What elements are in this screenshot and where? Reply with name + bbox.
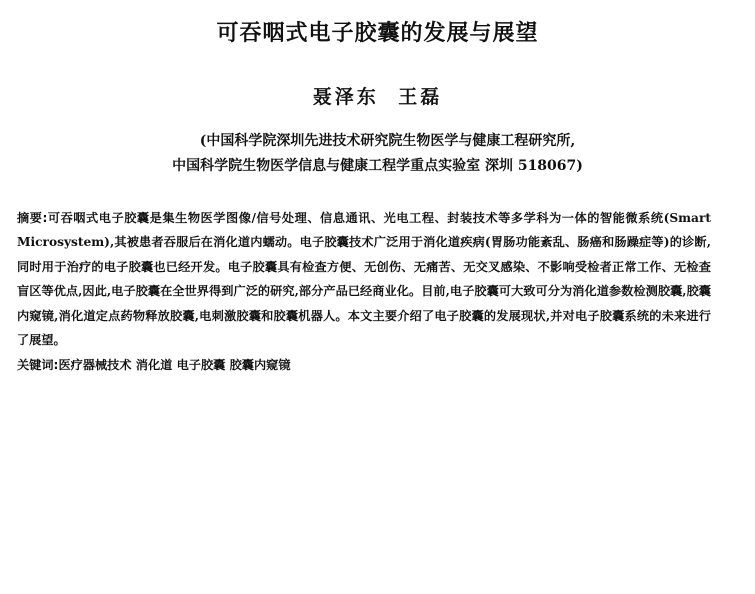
paper-authors: 聂泽东 王磊 — [312, 86, 443, 108]
abstract-text: 可吞咽式电子胶囊是集生物医学图像/信号处理、信息通讯、光电工程、封装技术等多学科为一体的智能微系统(Smart Microsystem),其被患者吞服后在消化道内蠕动。电子胶囊技术广泛用于消化道疾病(胃肠功能紊乱、肠癌和肠躁症等)的诊断,同时用于治疗的电子胶囊也已经开发。电子胶囊具有检查方便、无创伤、无痛苦、无交叉感染、不影响受检者正常工作、无检查盲区等优点,因此,电子胶囊在全世界得到广泛的研究,部分产品已经商业化。目前,电子胶囊可大致可分为消化道参数检测胶囊,胶囊内窥镜,消化道定点药物释放胶囊,电刺激胶囊和胶囊机器人。本文主要介绍了电子胶囊的发展现状,并对电子胶囊系统的未来进行了展望。 — [17, 211, 711, 348]
keywords-text: 医疗器械技术 消化道 电子胶囊 胶囊内窥镜 — [58, 358, 291, 372]
abstract-paragraph — [17, 206, 711, 352]
paper-title: 可吞咽式电子胶囊的发展与展望 — [216, 21, 539, 46]
keywords-label: 关键词: — [17, 358, 59, 372]
affiliation-line-1: (中国科学院深圳先进技术研究院生物医学与健康工程研究所, — [199, 133, 576, 149]
affiliation-line-2: 中国科学院生物医学信息与健康工程学重点实验室 深圳 518067) — [172, 158, 583, 174]
abstract-label: 摘要: — [17, 211, 48, 225]
keywords-line — [17, 356, 711, 373]
